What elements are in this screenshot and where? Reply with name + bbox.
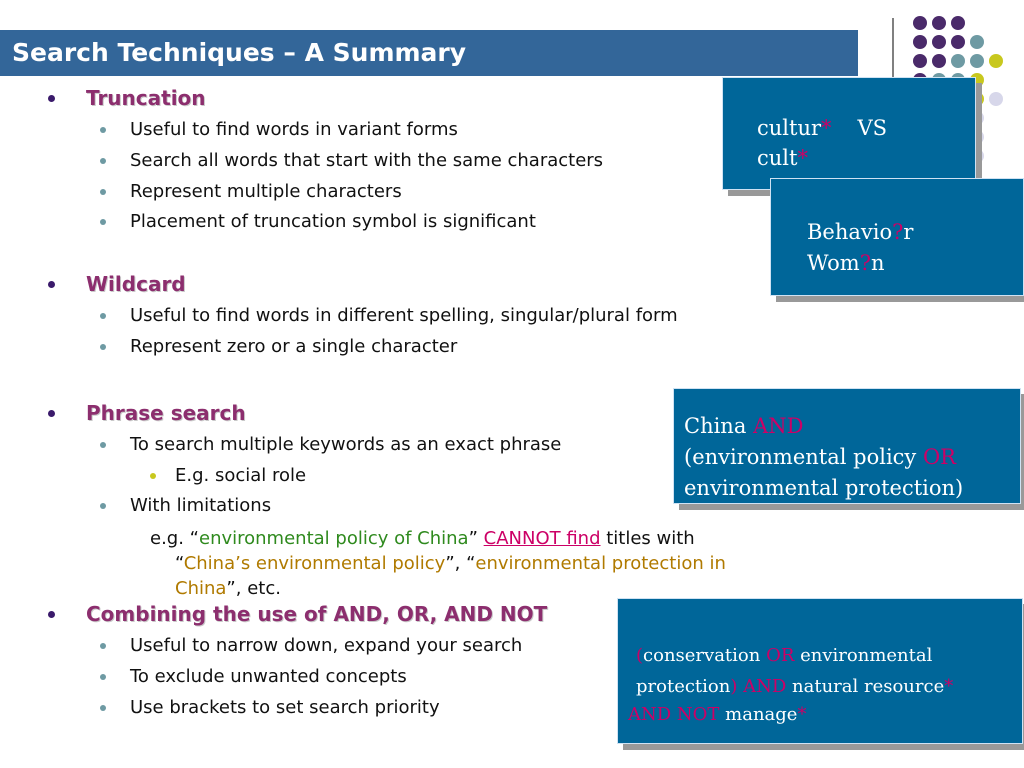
dot (932, 35, 946, 49)
cannot-find-link: CANNOT find (483, 528, 601, 549)
card-boolean-example (673, 388, 1021, 504)
bullet-icon (100, 127, 106, 133)
bullet-icon (100, 503, 106, 509)
bullet-icon (100, 643, 106, 649)
dot (989, 54, 1003, 68)
card-line: protection) AND natural resource* (636, 676, 954, 697)
example-line: e.g. “environmental policy of China” CANNOT find titles with (150, 528, 695, 549)
card-line: (environmental policy OR (684, 445, 956, 469)
bullet-icon (48, 95, 55, 102)
card-line: Wom?n (807, 251, 885, 275)
bullet-icon (100, 442, 106, 448)
dot (951, 54, 965, 68)
dot (970, 54, 984, 68)
card-truncation-example (722, 77, 976, 190)
dot (951, 16, 965, 30)
bullet-icon (100, 219, 106, 225)
card-line: (conservation OR environmental (636, 645, 933, 666)
card-line: Behavio?r (807, 220, 914, 244)
bullet-icon (100, 344, 106, 350)
dot (989, 92, 1003, 106)
bullet-icon (150, 473, 156, 479)
dot (951, 35, 965, 49)
bullet-icon (100, 705, 106, 711)
phrase-example (150, 526, 840, 601)
dot (932, 16, 946, 30)
dot (970, 35, 984, 49)
card-line: environmental protection) (684, 476, 964, 500)
bullet-icon (100, 674, 106, 680)
dot (913, 54, 927, 68)
card-line: cultur* VS (757, 116, 888, 140)
card-combining-example (617, 598, 1023, 744)
dot (913, 35, 927, 49)
card-line: China AND (684, 414, 804, 438)
bullet-icon (48, 410, 55, 417)
bullet-icon (100, 189, 106, 195)
example-line: “China’s environmental policy”, “environmental protection in (175, 553, 726, 574)
bullet-icon (48, 281, 55, 288)
bullet-icon (100, 158, 106, 164)
dot (913, 16, 927, 30)
bullet-icon (48, 611, 55, 618)
card-line: cult* (757, 146, 808, 170)
slide-title: Search Techniques – A Summary (12, 38, 467, 67)
dot (932, 54, 946, 68)
card-line: AND NOT manage* (628, 704, 807, 725)
bullet-icon (100, 313, 106, 319)
example-line: China”, etc. (175, 578, 281, 599)
card-wildcard-example (770, 178, 1024, 296)
